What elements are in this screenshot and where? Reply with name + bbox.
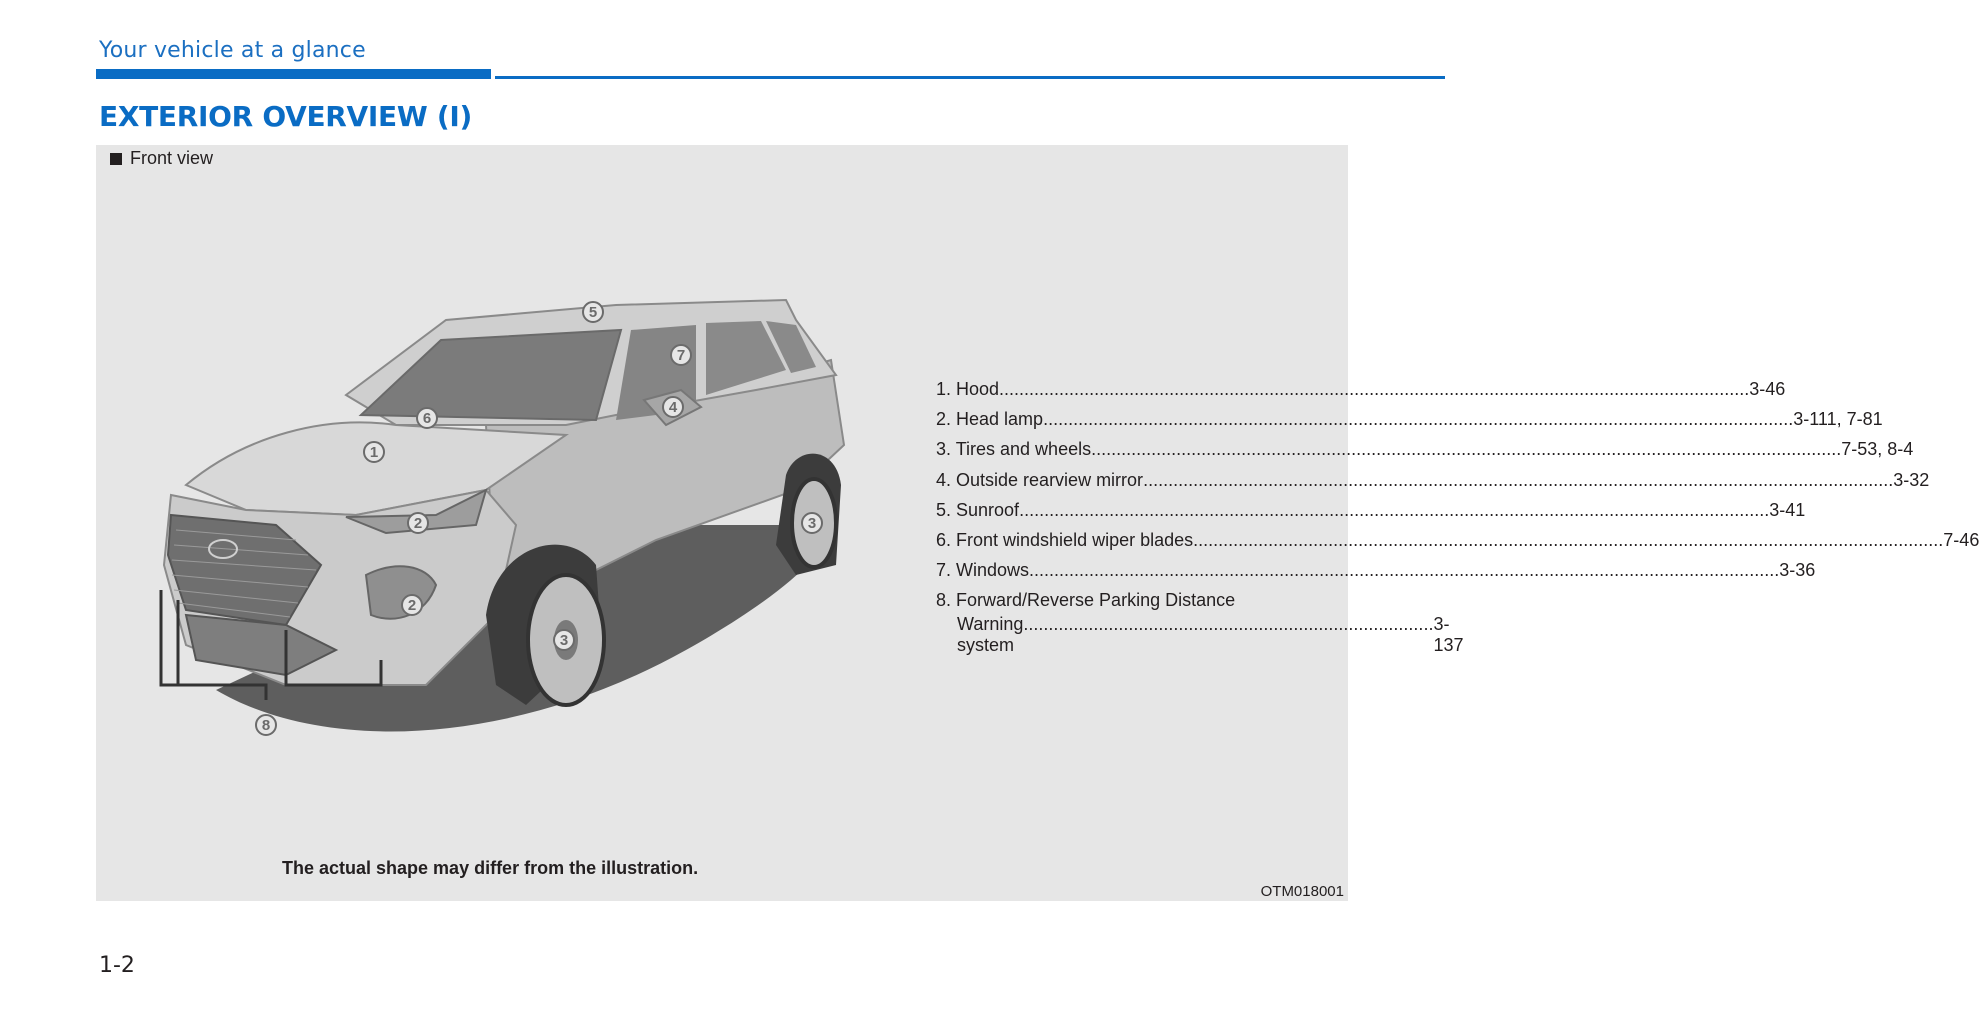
figure-code: OTM018001 [1260,883,1344,900]
svg-text:1: 1 [369,444,379,461]
figure-box [96,145,1979,901]
callout-3a [554,630,574,650]
svg-text:3: 3 [559,632,569,649]
legend-label: 1. Hood [936,379,1000,399]
legend-label: 2. Head lamp [936,409,1044,430]
legend-item [936,409,1883,439]
view-label-text: Front view [130,148,214,168]
svg-text:6: 6 [422,410,432,427]
legend-page: 7-53, 8-4 [1841,439,1914,460]
legend-label: 7. Windows [936,560,1030,581]
page-number: 1-2 [99,953,135,978]
figure-note: The actual shape may differ from the illustration. [282,858,699,878]
callout-1 [364,442,384,462]
legend-page: 3-46 [1749,379,1786,399]
header-rule-thin [495,76,1445,79]
legend-item: 8. Forward/Reverse Parking Distance Warning system .................................................................................. 3-137 [936,590,1464,656]
svg-text:3: 3 [807,515,817,532]
callout-7 [671,345,691,365]
svg-text:5: 5 [588,304,598,321]
callout-2a [408,513,428,533]
legend-page: 7-46 [1943,529,1979,550]
svg-text:8: 8 [261,717,271,734]
legend-label-cont: Warning system [957,614,1024,656]
callout-6 [417,408,437,428]
svg-text:7: 7 [676,347,686,364]
svg-text:2: 2 [407,597,417,614]
legend-label: 3. Tires and wheels [936,439,1092,460]
legend-page: 3-36 [1779,560,1816,581]
legend-label: 5. Sunroof [936,499,1020,520]
legend-item [936,469,1930,500]
legend-item [936,560,1816,590]
legend-item [936,499,1806,530]
section-title: Your vehicle at a glance [99,38,366,63]
legend-page: 3-111, 7-81 [1793,409,1883,430]
legend-item [936,439,1914,469]
callout-2b [402,595,422,615]
legend-page: 3-32 [1893,469,1930,490]
legend-list [936,379,1979,656]
suv-illustration [96,145,936,785]
legend-label: 8. Forward/Reverse Parking Distance [936,590,1236,611]
legend-page: 3-137 [1433,614,1464,656]
callout-5 [583,302,603,322]
header-rule-thick [96,69,491,79]
svg-text:4: 4 [668,399,678,416]
callout-8 [256,715,276,735]
legend-label: 4. Outside rearview mirror [936,469,1144,490]
legend-page: 3-41 [1769,499,1806,520]
callout-3b [802,513,822,533]
svg-text:2: 2 [413,515,423,532]
legend-item [936,529,1979,560]
legend-label: 6. Front windshield wiper blades [936,529,1194,550]
legend-item [936,379,1786,409]
callout-4 [663,397,683,417]
page-heading: EXTERIOR OVERVIEW (I) [99,100,472,133]
